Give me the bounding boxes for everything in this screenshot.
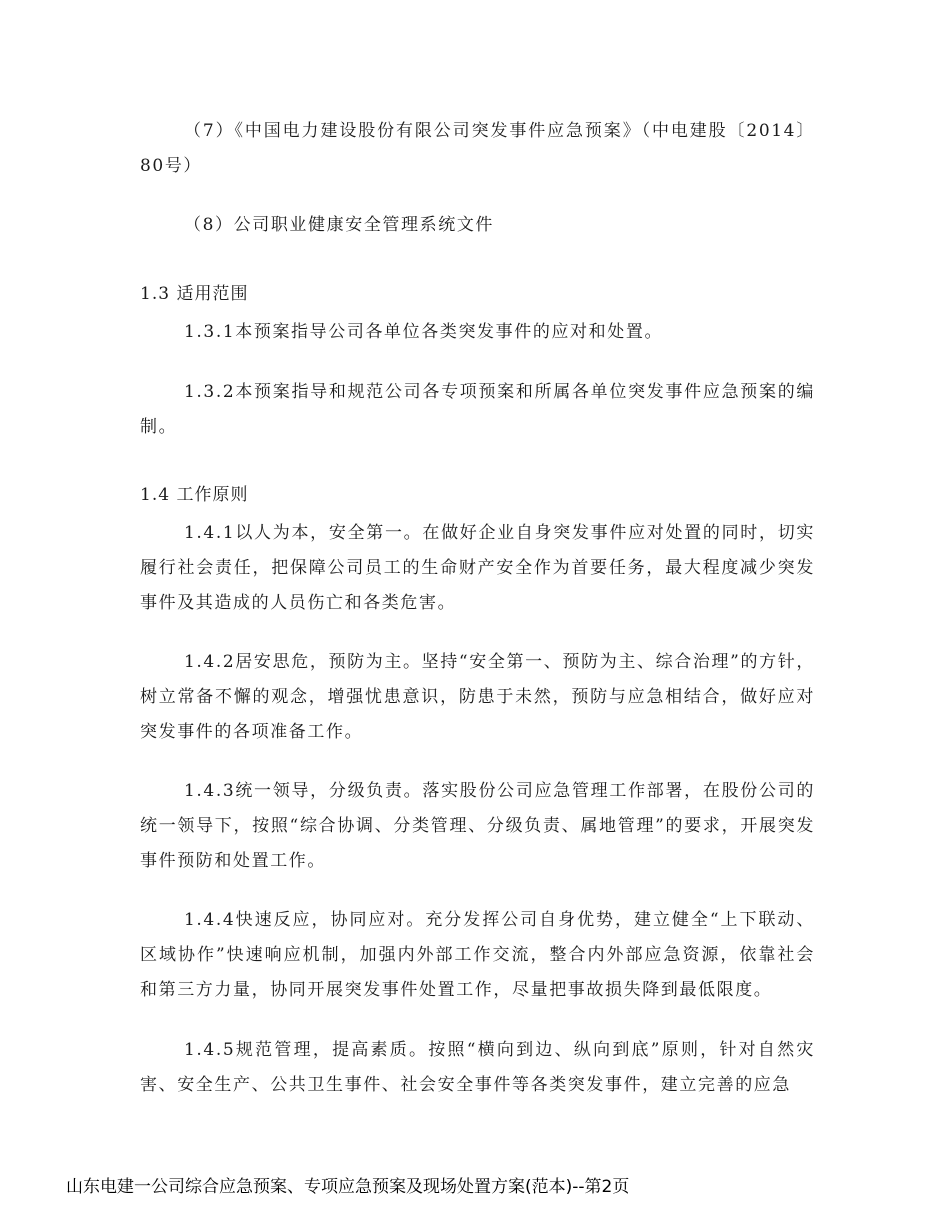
paragraph-reference-7: （7）《中国电力建设股份有限公司突发事件应急预案》（中电建股〔2014〕80号）	[140, 121, 815, 176]
page-footer: 山东电建一公司综合应急预案、专项应急预案及现场处置方案(范本)--第2页	[66, 1177, 630, 1197]
paragraph-1-4-5: 1.4.5规范管理，提高素质。按照“横向到边、纵向到底”原则，针对自然灾害、安全生产、公共卫生事件、社会安全事件等各类突发事件，建立完善的应急	[140, 1040, 815, 1095]
paragraph-1-3-2: 1.3.2本预案指导和规范公司各专项预案和所属各单位突发事件应急预案的编制。	[140, 382, 815, 437]
paragraph-1-4-4: 1.4.4快速反应，协同应对。充分发挥公司自身优势，建立健全“上下联动、区域协作”快速响应机制，加强内外部工作交流，整合内外部应急资源，依靠社会和第三方力量，协同开展突发事件处置工作，尽量把事故损失降到最低限度。	[140, 910, 815, 1000]
paragraph-1-4-1: 1.4.1以人为本，安全第一。在做好企业自身突发事件应对处置的同时，切实履行社会责任，把保障公司员工的生命财产安全作为首要任务，最大程度减少突发事件及其造成的人员伤亡和各类危害。	[140, 523, 815, 613]
paragraph-1-3-1: 1.3.1本预案指导公司各单位各类突发事件的应对和处置。	[184, 322, 664, 342]
paragraph-reference-8: （8）公司职业健康安全管理系统文件	[184, 215, 495, 235]
section-heading-1-3: 1.3 适用范围	[140, 284, 249, 304]
paragraph-1-4-3: 1.4.3统一领导，分级负责。落实股份公司应急管理工作部署，在股份公司的统一领导下，按照“综合协调、分类管理、分级负责、属地管理”的要求，开展突发事件预防和处置工作。	[140, 781, 815, 871]
paragraph-1-4-2: 1.4.2居安思危，预防为主。坚持“安全第一、预防为主、综合治理”的方针，树立常备不懈的观念，增强忧患意识，防患于未然，预防与应急相结合，做好应对突发事件的各项准备工作。	[140, 652, 815, 742]
section-heading-1-4: 1.4 工作原则	[140, 485, 249, 505]
